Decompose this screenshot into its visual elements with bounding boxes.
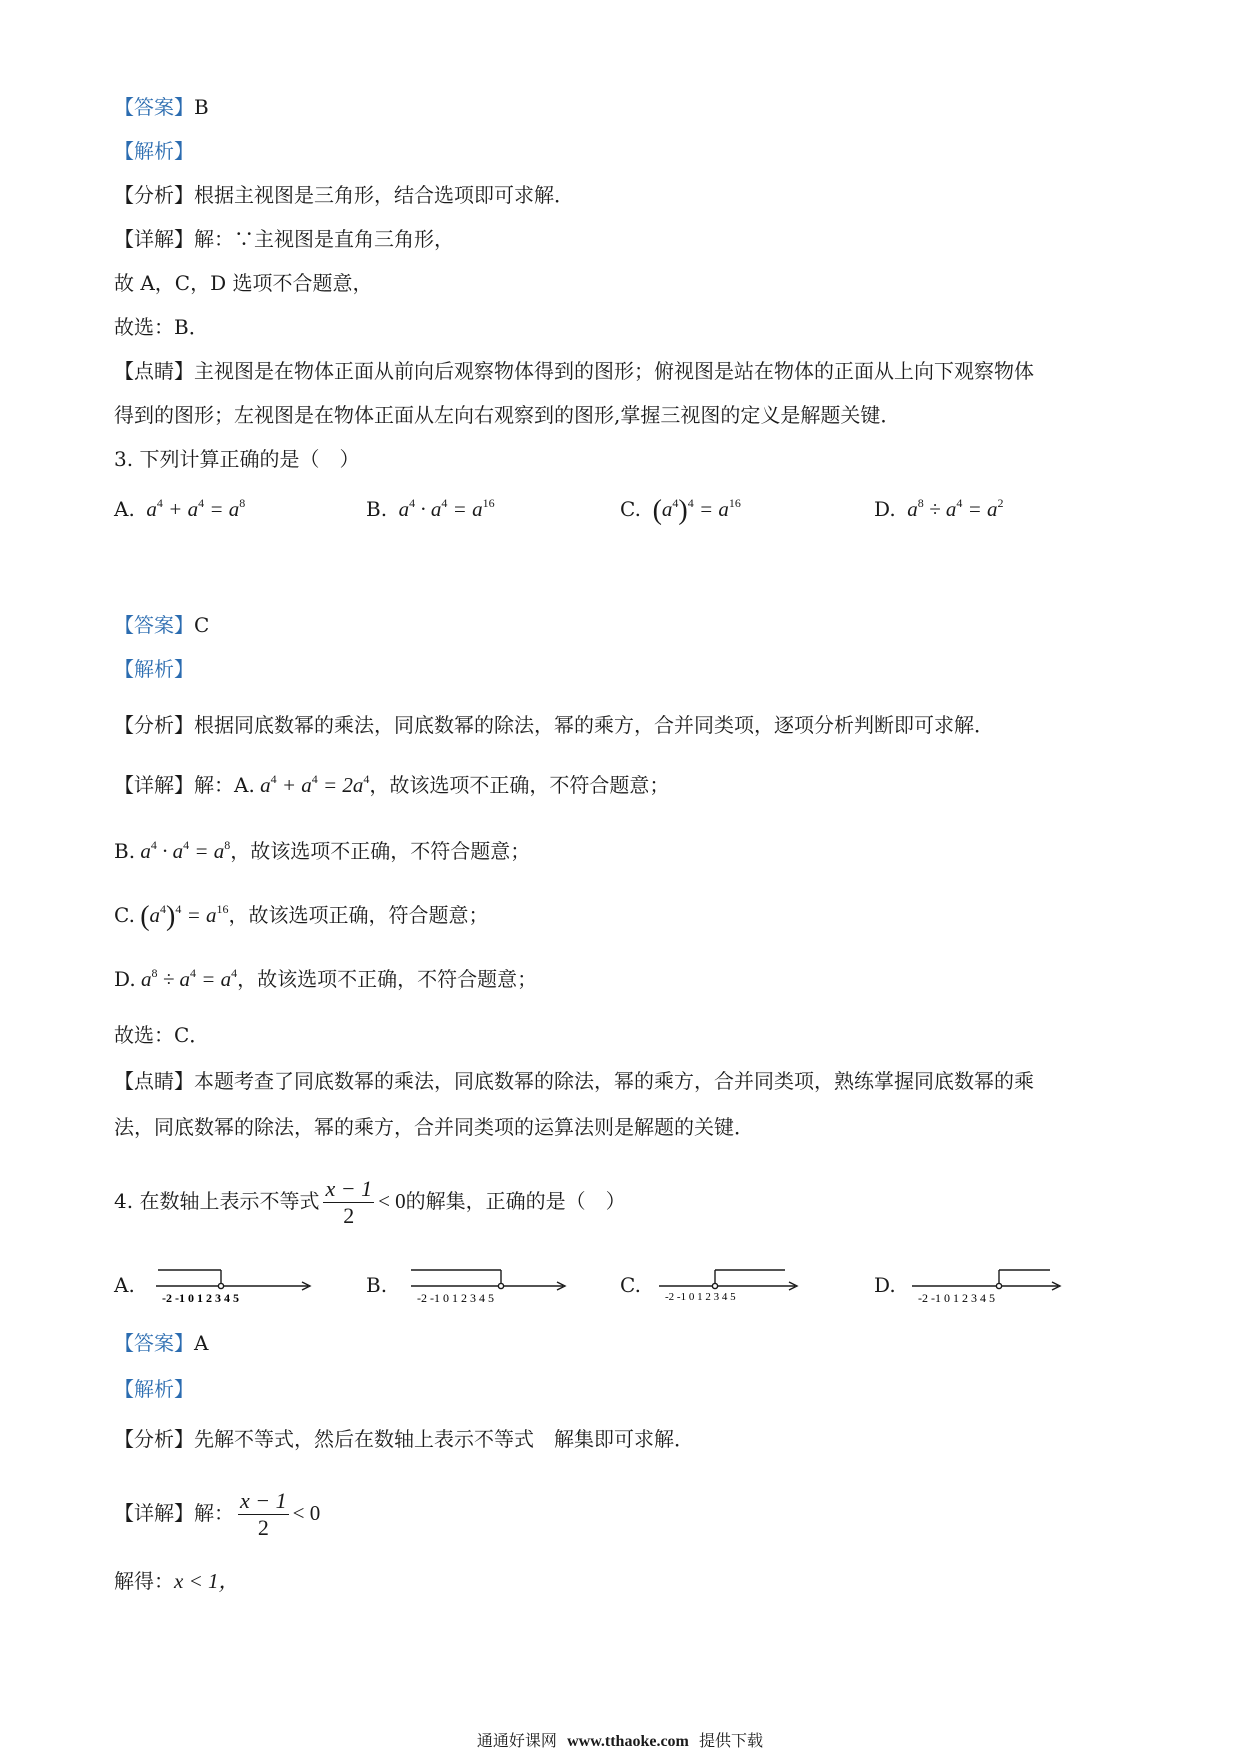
- q4-number-line-a-ticks: -2 -1 0 1 2 3 4 5: [162, 1291, 239, 1305]
- q2-text-line: 故 A，C，D 选项不合题意，: [114, 271, 373, 295]
- q4-option-a-label: A.: [114, 1273, 135, 1297]
- q4-option-c-label: C.: [620, 1273, 641, 1297]
- q4-number-line-b-ticks: -2 -1 0 1 2 3 4 5: [417, 1291, 494, 1305]
- q2-dianjing-line-2: 得到的图形；左视图是在物体正面从左向右观察到的图形,掌握三视图的定义是解题关键．: [114, 403, 901, 427]
- q2-answer-line: [114, 92, 209, 122]
- page-footer: [0, 1728, 1240, 1751]
- q3-option-a-formula: $a^4 + a^4 = a^8$: [141, 496, 246, 521]
- q3-option-c: C. $(a^4)^4 = a^{16}$: [620, 495, 741, 526]
- q4-detail-fraction: $\frac{x - 1}{2}$: [240, 1488, 287, 1540]
- q4-number-line-d-ticks: -2 -1 0 1 2 3 4 5: [918, 1291, 995, 1305]
- answer-value: B: [194, 95, 209, 119]
- q3-analysis-line: 【解析】: [114, 657, 194, 681]
- q3-dianjing-line-2: 法，同底数幂的除法，幂的乘方，合并同类项的运算法则是解题的关键．: [114, 1115, 754, 1139]
- q3-detail-a: 【详解】解：A. $a^4 + a^4 = 2a^4$，故该选项不正确，不符合题意；: [114, 772, 670, 797]
- q3-option-d: D. $a^8 \div a^4 = a^2$: [874, 496, 1004, 521]
- q3-option-d-formula: $a^8 \div a^4 = a^2$: [902, 496, 1004, 521]
- q4-stem: 4. 在数轴上表示不等式 $\frac{x - 1}{2}$ < 0的解集，正确的是（ ）: [114, 1176, 626, 1228]
- q4-solve-line: 解得：x < 1，: [114, 1569, 240, 1593]
- q4-option-b-label: B.: [366, 1273, 388, 1297]
- footer-site-name: 通通好课网: [476, 1731, 557, 1750]
- q2-detail-line: 【详解】解：∵主视图是直角三角形，: [114, 227, 454, 251]
- answer-tag: 【答案】: [114, 95, 194, 119]
- footer-suffix: 提供下载: [699, 1731, 764, 1750]
- q4-fenxi-line: 【分析】先解不等式，然后在数轴上表示不等式 解集即可求解．: [114, 1427, 694, 1451]
- q4-option-d-label: D.: [874, 1273, 896, 1297]
- q3-fenxi-line: 【分析】根据同底数幂的乘法，同底数幂的除法，幂的乘方，合并同类项，逐项分析判断即可求解．: [114, 713, 994, 737]
- q3-option-b-formula: $a^4 \cdot a^4 = a^{16}$: [393, 496, 495, 521]
- q4-analysis-line: 【解析】: [114, 1377, 194, 1401]
- q4-number-line-c-ticks: -2 -1 0 1 2 3 4 5: [665, 1291, 736, 1303]
- q3-detail-c: C. $(a^4)^4 = a^{16}$，故该选项正确，符合题意；: [114, 901, 489, 932]
- q2-choose-line: 故选：B．: [114, 315, 209, 339]
- q3-choose-line: 故选：C．: [114, 1023, 210, 1047]
- analysis-tag: 【解析】: [114, 139, 194, 163]
- q3-detail-b: B. $a^4 \cdot a^4 = a^8$，故该选项不正确，不符合题意；: [114, 838, 531, 863]
- footer-url[interactable]: www.tthaoke.com: [567, 1733, 689, 1750]
- q3-option-c-formula: $(a^4)^4 = a^{16}$: [652, 495, 741, 526]
- q4-number-line-b: [405, 1258, 575, 1308]
- q3-option-b: B. $a^4 \cdot a^4 = a^{16}$: [366, 496, 495, 521]
- q3-option-a: A. $a^4 + a^4 = a^8$: [114, 496, 246, 521]
- q4-number-line-a: [150, 1258, 320, 1308]
- q2-dianjing-line: 【点睛】主视图是在物体正面从前向后观察物体得到的图形；俯视图是站在物体的正面从上向下观察物体: [114, 359, 1034, 383]
- q3-stem: 3. 下列计算正确的是（ ）: [114, 447, 360, 471]
- q4-number-line-c: [655, 1258, 805, 1308]
- q4-number-line-d: [906, 1258, 1066, 1308]
- q4-stem-fraction: $\frac{x - 1}{2}$: [325, 1176, 373, 1228]
- q2-analysis-line: [114, 136, 194, 166]
- q3-detail-d: D. $a^8 \div a^4 = a^4$，故该选项不正确，不符合题意；: [114, 966, 538, 991]
- q4-detail-line: 【详解】解： $\frac{x - 1}{2}$ < 0: [114, 1488, 321, 1540]
- q2-fenxi-line: 【分析】根据主视图是三角形，结合选项即可求解．: [114, 183, 574, 207]
- q4-answer-line: 【答案】A: [114, 1331, 209, 1355]
- q3-answer-line: 【答案】C: [114, 613, 210, 637]
- q3-dianjing-line: 【点睛】本题考查了同底数幂的乘法，同底数幂的除法，幂的乘方，合并同类项，熟练掌握同底数幂的乘: [114, 1069, 1034, 1093]
